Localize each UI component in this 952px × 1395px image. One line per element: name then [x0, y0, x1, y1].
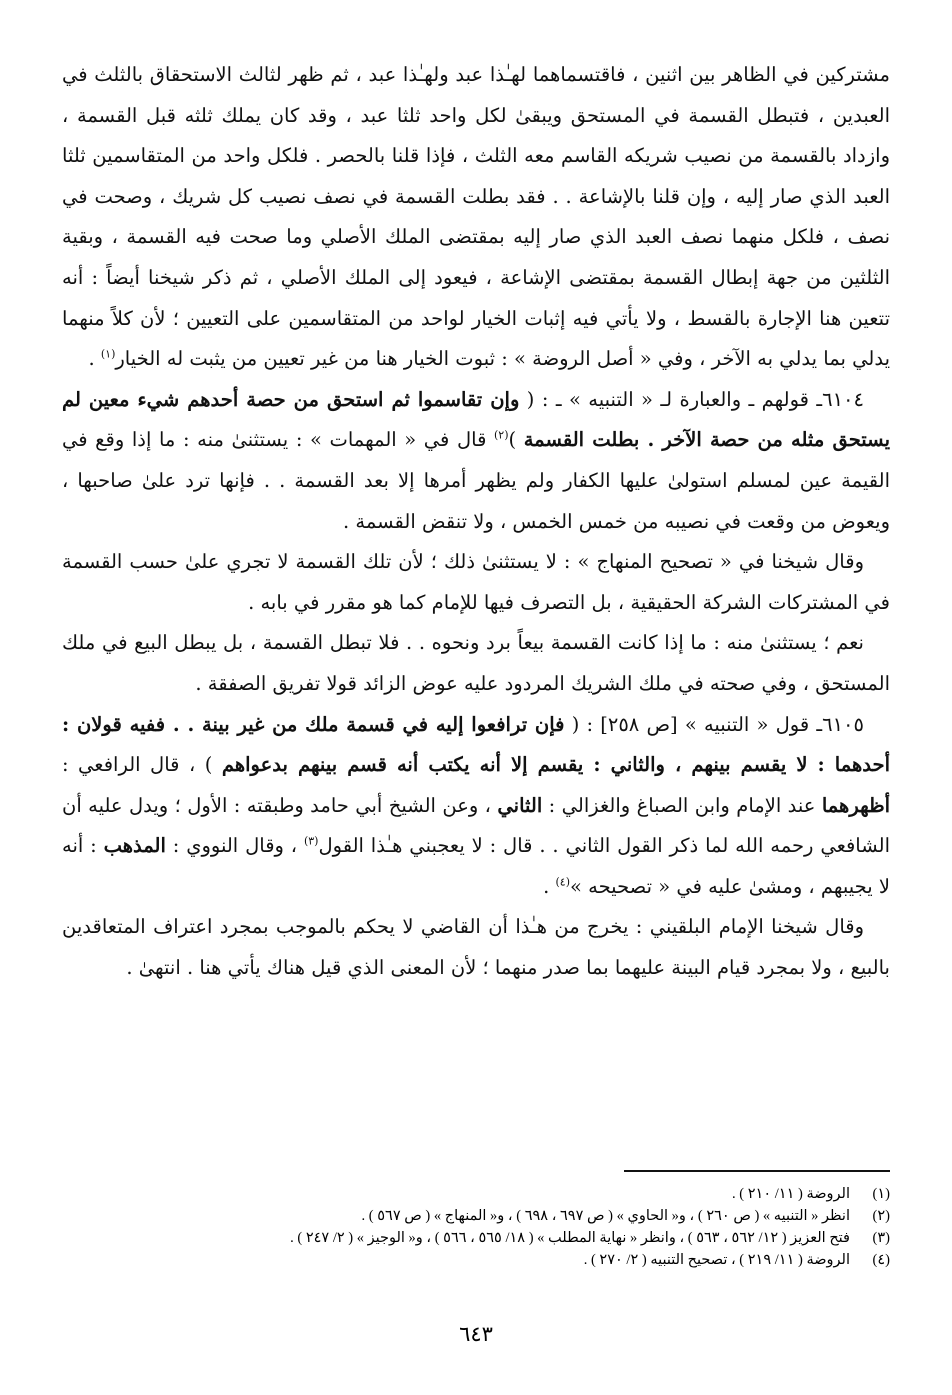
- entry-6105-mid5: : أنه لا يجيبهم ، ومشىٰ عليه في « تصحيحه »: [62, 834, 890, 898]
- paragraph-3: وقال شيخنا في « تصحيح المنهاج » : لا يستثنىٰ ذلك ؛ لأن تلك القسمة لا تجري علىٰ حسب القسمة في المشتركات الشركة الحقيقية ، بل التصرف فيها للإمام كما هو مقرر في بابه .: [62, 550, 890, 614]
- footnote-text: فتح العزيز ( ١٢/ ٥٦٢ ، ٥٦٣ ) ، وانظر « نهاية المطلب » ( ١٨/ ٥٦٥ ، ٥٦٦ ) ، و« الوجيز » ( ٢/ ٢٤٧ ) .: [290, 1230, 850, 1246]
- footnote-number: (٢): [872, 1208, 890, 1224]
- footnote-text: انظر « التنبيه » ( ص ٢٦٠ ) ، و« الحاوي » ( ص ٦٩٧ ، ٦٩٨ ) ، و« المنهاج » ( ص ٥٦٧ ) .: [361, 1208, 850, 1224]
- footnote-ref-1: (١): [100, 347, 116, 361]
- footnote-2: [62, 1205, 890, 1227]
- footnote-ref-2: (٢): [494, 428, 509, 442]
- paragraph-6104: [62, 380, 890, 542]
- paragraph-1-end: .: [88, 347, 101, 371]
- entry-6105-bold-thani: الثاني: [497, 793, 543, 817]
- footnote-separator: [624, 1170, 890, 1172]
- entry-6105-quote: فإن ترافعوا إليه في قسمة ملك من غير بينة . . ففيه قولان : أحدهما : لا يقسم بينهم ، والثاني : يقسم إلا أنه يكتب أنه قسم بينهم بدعواهم: [62, 712, 890, 777]
- main-text: [62, 55, 890, 989]
- footnote-ref-4: (٤): [555, 875, 571, 889]
- entry-6104-lead: ٦١٠٤ـ قولهم ـ والعبارة لـ « التنبيه » ـ : (: [519, 387, 864, 411]
- paragraph-4: نعم ؛ يستثنىٰ منه : ما إذا كانت القسمة بيعاً برد ونحوه . . فلا تبطل القسمة ، بل يبطل البيع في ملك المستحق ، وفي صحته في ملك الشريك المردود عليه عوض الزائد قولا تفريق الصفقة .: [62, 631, 890, 695]
- paragraph-6105: [62, 705, 890, 908]
- footnotes: [62, 1183, 890, 1271]
- footnote-number: (٣): [872, 1230, 890, 1246]
- entry-6105-mid4: ، وقال النووي :: [165, 834, 304, 858]
- footnote-1: [62, 1183, 890, 1205]
- paragraph-1-text: مشتركين في الظاهر بين اثنين ، فاقتسماهما لهـٰذا عبد ولهـٰذا عبد ، ثم ظهر لثالث الاستحقاق بالثلث في العبدين ، فتبطل القسمة في المستحق ويبقىٰ لكل واحد ثلثا عبد ، وقد كان يملك ثلثه قبل القسمة ، وازداد بالقسمة من نصيب شريكه القاسم معه الثلث ، فإذا قلنا بالحصر . فلكل واحد من المتقاسمين ثلثا العبد الذي صار إليه ، وإن قلنا بالإشاعة . . فقد بطلت القسمة في نصف نصيب كل شريك ، وصحت في نصف ، فلكل منهما نصف العبد الذي صار إليه بمقتضى الملك الأصلي وما صحت فيه القسمة ، وبقية الثلثين من جهة إبطال القسمة بمقتضى الإشاعة ، فيعود إلى الملك الأصلي ، ثم ذكر شيخنا أيضاً : أنه تتعين هنا الإجارة بالقسط ، ولا يأتي فيه إثبات الخيار لواحد من المتقاسمين على التعيين ؛ لأن كلاً منهما يدلي بما يدلي به الآخر ، وفي « أصل الروضة » : ثبوت الخيار هنا من غير تعيين من يثبت له الخيار: [62, 63, 890, 371]
- entry-6105-bold-azharuhuma: أظهرهما: [821, 793, 891, 817]
- entry-6104-close: ): [508, 428, 524, 452]
- entry-6105-lead: ٦١٠٥ـ قول « التنبيه » [ص ٢٥٨] : (: [564, 712, 864, 736]
- entry-6105-mid: ) ، قال الرافعي :: [62, 753, 222, 777]
- footnote-text: الروضة ( ١١/ ٢١٩ ) ، تصحيح التنبيه ( ٢/ ٢٧٠ ) .: [583, 1252, 850, 1268]
- footnote-ref-3: (٣): [303, 834, 319, 848]
- entry-6105-bold-madhhab: المذهب: [103, 834, 166, 858]
- footnote-3: [62, 1227, 890, 1249]
- entry-6105-end: .: [543, 874, 556, 898]
- footnote-4: [62, 1249, 890, 1271]
- entry-6105-mid3: ، وعن الشيخ أبي حامد وطبقته : الأول ؛ ويدل عليه أن الشافعي رحمه الله لما ذكر القول الثاني . . قال : لا يعجبني هـٰذا القول: [62, 793, 890, 858]
- page-number: ٦٤٣: [459, 1322, 493, 1346]
- footnote-text: الروضة ( ١١/ ٢١٠ ) .: [732, 1186, 850, 1202]
- entry-6105-mid2: عند الإمام وابن الصباغ والغزالي :: [542, 793, 822, 817]
- footnote-number: (١): [872, 1186, 890, 1202]
- paragraph-1: [62, 55, 890, 380]
- paragraph-6: وقال شيخنا الإمام البلقيني : يخرج من هـٰذا أن القاضي لا يحكم بالموجب بمجرد اعتراف المتعاقدين بالبيع ، ولا بمجرد قيام البينة عليهما بما صدر منهما ؛ لأن المعنى الذي قيل هناك يأتي هنا . انتهىٰ .: [62, 915, 890, 980]
- footnote-number: (٤): [872, 1252, 890, 1268]
- entry-6104-rest: قال في « المهمات » : يستثنىٰ منه : ما إذا وقع في القيمة عين لمسلم استولىٰ عليها الكفار ولم يظهر أمرها إلا بعد القسمة . . فإنها ترد علىٰ صاحبها ، ويعوض من وقعت في نصيبه من خمس الخمس ، ولا تنقض القسمة .: [62, 428, 890, 533]
- entry-6104-quote: وإن تقاسموا ثم استحق من حصة أحدهم شيء معين لم يستحق مثله من حصة الآخر . بطلت القسمة: [62, 387, 891, 452]
